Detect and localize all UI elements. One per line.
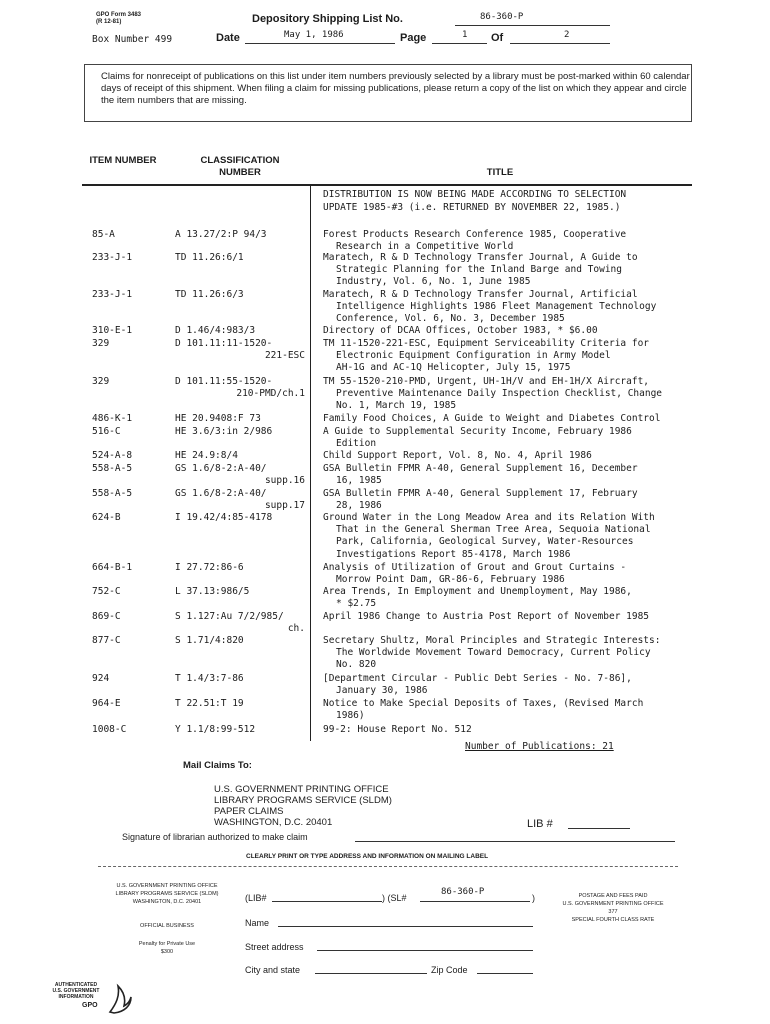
official-business: OFFICIAL BUSINESS [140, 923, 194, 929]
item-number: 558-A-5 [92, 463, 133, 474]
item-number: 924 [92, 673, 110, 684]
title-line: Conference, Vol. 6, No. 3, December 1985 [336, 313, 565, 325]
classification-number: GS 1.6/8-2:A-40/ [175, 463, 267, 474]
title-line: Edition [336, 438, 377, 450]
header-rule [82, 184, 692, 186]
return-address-line: U.S. GOVERNMENT PRINTING OFFICE [116, 883, 218, 889]
item-number: 664-B-1 [92, 562, 133, 573]
classification-number: D 101.11:55-1520- [175, 376, 273, 387]
seal-gpo: GPO [82, 1002, 98, 1009]
mail-address-line: LIBRARY PROGRAMS SERVICE (SLDM) [214, 795, 392, 806]
title-line: Park, California, Geological Survey, Water-Resources [336, 536, 634, 548]
title-line: Secretary Shultz, Moral Principles and Strategic Interests: [323, 635, 661, 646]
claims-notice: Claims for nonreceipt of publications on this list under item numbers previously selected by a library must be post-marked within 60 calendar days of receipt of this shipment. When filing a claim for missing publications, please return a copy of the list on which they appear and circle the item numbers that are missing. [84, 64, 692, 122]
zip-label: Zip Code [431, 965, 468, 975]
classification-number: S 1.127:Au 7/2/985/ [175, 611, 284, 622]
title-line: Industry, Vol. 6, No. 1, June 1985 [336, 276, 531, 288]
title-line: Child Support Report, Vol. 8, No. 4, April 1986 [323, 450, 592, 461]
item-number: 85-A [92, 229, 115, 240]
title-line: The Worldwide Movement Toward Democracy, Current Policy [336, 647, 651, 659]
sl-field-close: ) [532, 893, 535, 903]
lib-field-line[interactable] [272, 901, 382, 902]
title-line: January 30, 1986 [336, 685, 428, 697]
item-number: 233-J-1 [92, 252, 133, 263]
title-line: * $2.75 [336, 598, 377, 610]
title-line: Electronic Equipment Configuration in Army Model [336, 350, 611, 362]
penalty-notice [92, 940, 242, 956]
street-label: Street address [245, 942, 304, 952]
title-line: Morrow Point Dam, GR-86-6, February 1986 [336, 574, 565, 586]
return-address-line: WASHINGTON, D.C. 20401 [132, 899, 202, 905]
date-line [245, 43, 395, 44]
classification-number: HE 20.9408:F 73 [175, 413, 261, 424]
name-line[interactable] [278, 926, 533, 927]
item-number: 524-A-8 [92, 450, 133, 461]
classification-number: TD 11.26:6/1 [175, 252, 244, 263]
item-number: 329 [92, 376, 110, 387]
lib-field-label: (LIB# [245, 893, 267, 903]
penalty-line: $300 [160, 949, 174, 955]
postage-line: U.S. GOVERNMENT PRINTING OFFICE [562, 901, 664, 907]
item-number: 1008-C [92, 724, 127, 735]
box-number: Box Number 499 [92, 34, 173, 45]
classification-number: D 101.11:11-1520- [175, 338, 273, 349]
col-item-header: ITEM NUMBER [89, 155, 157, 166]
page-label: Page [400, 32, 427, 44]
title-line: TM 55-1520-210-PMD, Urgent, UH-1H/V and EH-1H/X Aircraft, [323, 376, 650, 387]
sl-value: 86-360-P [441, 887, 485, 897]
item-number: 624-B [92, 512, 121, 523]
of-value: 2 [564, 30, 570, 40]
title-line: Research in a Competitive World [336, 241, 514, 253]
mail-claims-label: Mail Claims To: [183, 760, 252, 771]
mail-address-line: WASHINGTON, D.C. 20401 [214, 817, 333, 828]
title-line: GSA Bulletin FPMR A-40, General Supplement 17, February [323, 488, 638, 499]
item-number: 964-E [92, 698, 121, 709]
postage-indicia [548, 892, 678, 924]
mail-address [214, 784, 392, 828]
title-line: Strategic Planning for the Inland Barge and Towing [336, 264, 622, 276]
title-line: Ground Water in the Long Meadow Area and its Relation With [323, 512, 655, 523]
classification-number: TD 11.26:6/3 [175, 289, 244, 300]
item-number: 486-K-1 [92, 413, 133, 424]
sl-field-label: ) (SL# [382, 893, 407, 903]
title-line: No. 820 [336, 659, 377, 671]
street-line[interactable] [317, 950, 533, 951]
eagle-icon [106, 982, 132, 1016]
classification-number: T 22.51:T 19 [175, 698, 244, 709]
item-number: 752-C [92, 586, 121, 597]
date-value: May 1, 1986 [284, 30, 344, 40]
cut-line [98, 866, 678, 867]
title-line: Directory of DCAA Offices, October 1983, * $6.00 [323, 325, 598, 336]
title-line: Notice to Make Special Deposits of Taxes, (Revised March [323, 698, 644, 709]
signature-line[interactable] [355, 841, 675, 842]
title-line: Preventive Maintenance Daily Inspection Checklist, Change [336, 388, 663, 400]
sl-field-line[interactable] [420, 901, 530, 902]
title-line: 1986) [336, 710, 365, 722]
signature-label: Signature of librarian authorized to make claim [122, 832, 308, 842]
classification-number: I 19.42/4:85-4178 [175, 512, 273, 523]
classification-number: supp.17 [264, 500, 305, 512]
item-number: 233-J-1 [92, 289, 133, 300]
mail-address-line: U.S. GOVERNMENT PRINTING OFFICE [214, 784, 389, 795]
date-label: Date [216, 32, 240, 44]
seal-text-line: INFORMATION [58, 994, 94, 1000]
seal-text-line: AUTHENTICATED [54, 982, 98, 988]
postage-line: 377 [608, 909, 618, 915]
seal-text-line: U.S. GOVERNMENT [52, 988, 100, 994]
title-line: TM 11-1520-221-ESC, Equipment Serviceability Criteria for [323, 338, 650, 349]
page-value: 1 [462, 30, 468, 40]
item-number: 516-C [92, 426, 121, 437]
item-number: 310-E-1 [92, 325, 133, 336]
city-line[interactable] [315, 973, 427, 974]
classification-number: L 37.13:986/5 [175, 586, 250, 597]
classification-number: 210-PMD/ch.1 [236, 388, 305, 400]
form-date: (R 12-81) [96, 19, 122, 25]
item-number: 329 [92, 338, 110, 349]
title-line: April 1986 Change to Austria Post Report of November 1985 [323, 611, 650, 622]
form-number: GPO Form 3483 [96, 12, 142, 18]
title-line: Intelligence Highlights 1986 Fleet Management Technology [336, 301, 657, 313]
return-address-line: LIBRARY PROGRAMS SERVICE (SLDM) [115, 891, 219, 897]
title-line: 28, 1986 [336, 500, 382, 512]
mail-address-line: PAPER CLAIMS [214, 806, 284, 817]
title-line: GSA Bulletin FPMR A-40, General Supplement 16, December [323, 463, 638, 474]
postage-line: POSTAGE AND FEES PAID [578, 893, 648, 899]
column-divider [310, 184, 311, 741]
col-classification-header: CLASSIFICATION NUMBER [200, 155, 280, 178]
title-line: Area Trends, In Employment and Unemployment, May 1986, [323, 586, 632, 597]
title-line: Maratech, R & D Technology Transfer Journal, Artificial [323, 289, 638, 300]
page-line [432, 43, 487, 44]
classification-number: GS 1.6/8-2:A-40/ [175, 488, 267, 499]
classification-number: HE 3.6/3:in 2/986 [175, 426, 273, 437]
classification-number: S 1.71/4:820 [175, 635, 244, 646]
of-line [510, 43, 610, 44]
classification-number: ch. [287, 623, 305, 635]
distribution-note-line: DISTRIBUTION IS NOW BEING MADE ACCORDING TO SELECTION [323, 189, 627, 200]
title-line: Investigations Report 85-4178, March 1986 [336, 548, 571, 560]
classification-number: I 27.72:86-6 [175, 562, 244, 573]
postage-line: SPECIAL FOURTH CLASS RATE [571, 917, 655, 923]
of-label: Of [491, 32, 504, 44]
distribution-note-line: UPDATE 1985-#3 (i.e. RETURNED BY NOVEMBER 22, 1985.) [323, 201, 621, 213]
penalty-line: Penalty for Private Use [138, 941, 196, 947]
list-no-line [455, 25, 610, 26]
item-number: 558-A-5 [92, 488, 133, 499]
classification-number: Y 1.1/8:99-512 [175, 724, 256, 735]
return-address [92, 882, 242, 906]
title-line: 16, 1985 [336, 475, 382, 487]
title-line: Family Food Choices, A Guide to Weight and Diabetes Control [323, 413, 661, 424]
name-label: Name [245, 918, 270, 928]
lib-line [568, 828, 630, 829]
title-line: [Department Circular - Public Debt Series - No. 7-86], [323, 673, 632, 684]
form-title: Depository Shipping List No. [252, 13, 403, 25]
title-line: Forest Products Research Conference 1985, Cooperative [323, 229, 627, 240]
label-instruction: CLEARLY PRINT OR TYPE ADDRESS AND INFORMATION ON MAILING LABEL [246, 853, 489, 860]
title-line: That in the General Sherman Tree Area, Sequoia National [336, 524, 651, 536]
classification-number: 221-ESC [264, 350, 305, 362]
classification-number: A 13.27/2:P 94/3 [175, 229, 267, 240]
item-number: 869-C [92, 611, 121, 622]
item-number: 877-C [92, 635, 121, 646]
title-line: AH-1G and AC-1Q Helicopter, July 15, 1975 [336, 362, 571, 374]
gpo-seal [42, 980, 132, 1020]
title-line: Maratech, R & D Technology Transfer Journal, A Guide to [323, 252, 638, 263]
publication-count: Number of Publications: 21 [465, 741, 614, 752]
title-line: A Guide to Supplemental Security Income, February 1986 [323, 426, 632, 437]
classification-number: D 1.46/4:983/3 [175, 325, 256, 336]
city-label: City and state [245, 965, 301, 975]
title-line: 99-2: House Report No. 512 [323, 724, 472, 735]
list-no: 86-360-P [480, 12, 524, 22]
classification-number: T 1.4/3:7-86 [175, 673, 244, 684]
col-title-header: TITLE [486, 167, 514, 178]
distribution-note [323, 189, 626, 214]
lib-label: LIB # [527, 818, 553, 830]
classification-number: HE 24.9:8/4 [175, 450, 238, 461]
zip-line[interactable] [477, 973, 533, 974]
title-line: Analysis of Utilization of Grout and Grout Curtains - [323, 562, 627, 573]
classification-number: supp.16 [264, 475, 305, 487]
title-line: No. 1, March 19, 1985 [336, 400, 457, 412]
